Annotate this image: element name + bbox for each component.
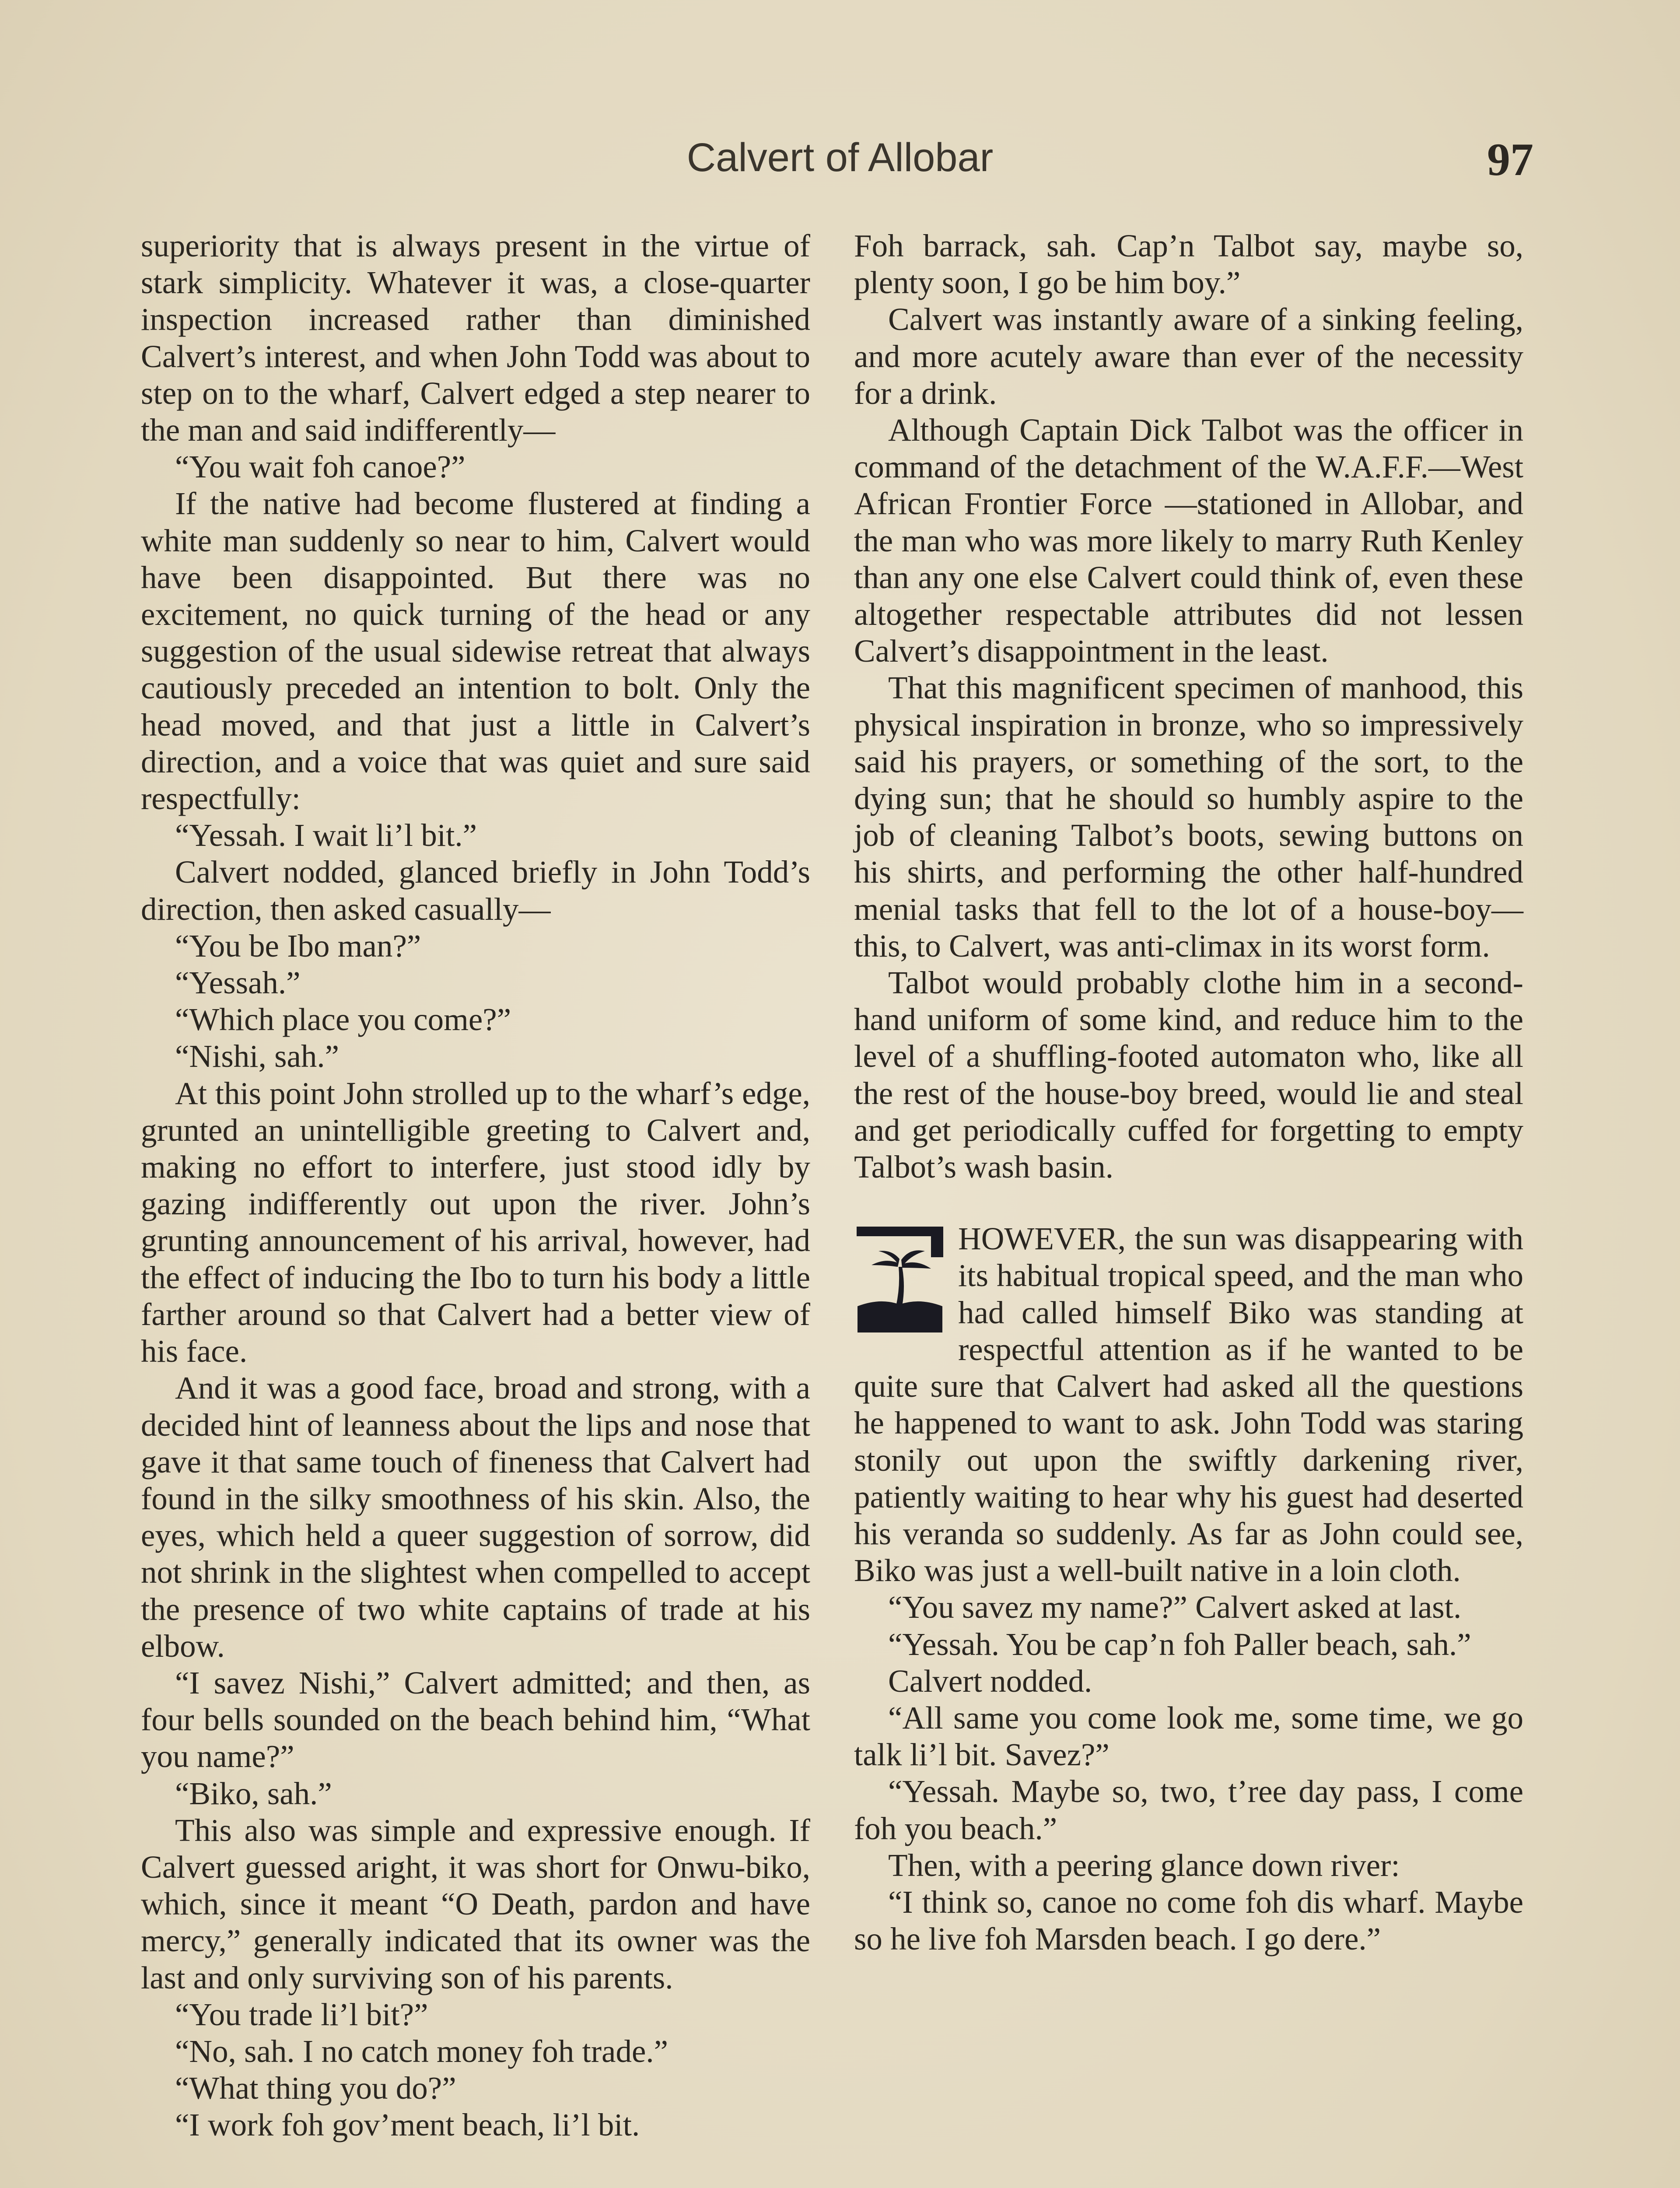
paragraph: “You be Ibo man?” <box>175 928 421 964</box>
paragraph: That this magnificent specimen of manhood, this physical inspiration in bronze, who so impressively said his prayers, or something of the sort, to the dying sun; that he should so humbly aspire to the job of cleaning Talbot’s boots, sewing buttons on his shirts, and performing the other half-hundred menial tasks that fell to the lot of a house-boy—this, to Calvert, was anti-climax in its worst form. <box>854 670 1523 964</box>
paragraph: If the native had become flustered at finding a white man suddenly so near to him, Calvert would have been disappointed. But there was no excitement, no quick turning of the head or any suggestion of the usual sidewise retreat that always cautiously preceded an intention to bolt. Only the head moved, and that just a little in Calvert’s direction, and a voice that was quiet and sure said respectfully: <box>141 486 810 817</box>
paragraph: “You trade li’l bit?” <box>175 1996 428 2032</box>
section-lead-paragraph <box>854 1220 1523 1589</box>
paragraph: “Yessah. I wait li’l bit.” <box>175 817 477 853</box>
left-column <box>141 228 810 2144</box>
running-title: Calvert of Allobar <box>686 135 994 180</box>
paragraph: “Nishi, sah.” <box>175 1038 340 1074</box>
paragraph: “I think so, canoe no come foh dis wharf. Maybe so he live foh Marsden beach. I go dere.” <box>854 1884 1523 1957</box>
paragraph: Then, with a peering glance down river: <box>888 1847 1400 1883</box>
page-number: 97 <box>1487 134 1533 185</box>
paragraph: “Which place you come?” <box>175 1002 511 1038</box>
paragraph: “All same you come look me, some time, we go talk li’l bit. Savez?” <box>854 1700 1523 1773</box>
paragraph: This also was simple and expressive enough. If Calvert guessed aright, it was short for Onwu-biko, which, since it meant “O Death, pardon and have mercy,” generally indicated that its owner was the last and only surviving son of his parents. <box>141 1812 810 1995</box>
paragraph: “You wait foh canoe?” <box>175 449 466 485</box>
paragraph: “Yessah.” <box>175 965 301 1001</box>
paragraph: “I work foh gov’ment beach, li’l bit. <box>175 2107 640 2143</box>
paragraph: “What thing you do?” <box>175 2070 456 2106</box>
right-column <box>854 228 1523 1957</box>
paragraph: Calvert nodded. <box>888 1663 1092 1699</box>
paragraph: At this point John strolled up to the wharf’s edge, grunted an unintelligible greeting to Calvert and, making no effort to interfere, just stood idly by gazing indifferently out upon the river. John’s grunting announcement of his arrival, however, had the effect of inducing the Ibo to turn his body a little farther around so that Calvert had a better view of his face. <box>141 1075 810 1369</box>
paragraph: “No, sah. I no catch money foh trade.” <box>175 2033 668 2069</box>
paragraph: Calvert was instantly aware of a sinking feeling, and more acutely aware than ever of the necessity for a drink. <box>854 302 1523 411</box>
palm-tree-drop-initial-icon <box>854 1225 946 1334</box>
paragraph: “Yessah. You be cap’n foh Paller beach, sah.” <box>888 1626 1471 1662</box>
paragraph: superiority that is always present in the virtue of stark simplicity. Whatever it was, a close-quarter inspection increased rather than diminished Calvert’s interest, and when John Todd was about to step on to the wharf, Calvert edged a step nearer to the man and said indifferently— <box>141 228 810 448</box>
paragraph-text: HOWEVER, the sun was disappearing with its habitual tropical speed, and the man who had called himself Biko was standing at respectful attention as if he wanted to be quite sure that Calvert had asked all the questions he happened to want to ask. John Todd was staring stonily out upon the swiftly darkening river, patiently waiting to hear why his guest had deserted his veranda so suddenly. As far as John could see, Biko was just a well-built native in a loin cloth. <box>854 1221 1523 1588</box>
paragraph: “Yessah. Maybe so, two, t’ree day pass, I come foh you beach.” <box>854 1774 1523 1846</box>
paragraph: Although Captain Dick Talbot was the officer in command of the detachment of the W.A.F.F.—West African Frontier Force —stationed in Allobar, and the man who was more likely to marry Ruth Kenley than any one else Calvert could think of, even these altogether respectable attributes did not lessen Calvert’s disappointment in the least. <box>854 412 1523 669</box>
paragraph: Foh barrack, sah. Cap’n Talbot say, maybe so, plenty soon, I go be him boy.” <box>854 228 1523 301</box>
paragraph: And it was a good face, broad and strong, with a decided hint of leanness about the lips and nose that gave it that same touch of fineness that Calvert had found in the silky smoothness of his skin. Also, the eyes, which held a queer suggestion of sorrow, did not shrink in the slightest when compelled to accept the presence of two white captains of trade at his elbow. <box>141 1370 810 1664</box>
paragraph: “Biko, sah.” <box>175 1775 332 1811</box>
running-head <box>0 123 1680 193</box>
paragraph: “You savez my name?” Calvert asked at last. <box>888 1589 1462 1625</box>
paragraph: Talbot would probably clothe him in a second-hand uniform of some kind, and reduce him to the level of a shuffling-footed automaton who, like all the rest of the house-boy breed, would lie and steal and get periodically cuffed for forgetting to empty Talbot’s wash basin. <box>854 965 1523 1185</box>
paragraph: “I savez Nishi,” Calvert admitted; and then, as four bells sounded on the beach behind him, “What you name?” <box>141 1665 810 1774</box>
paragraph: Calvert nodded, glanced briefly in John Todd’s direction, then asked casually— <box>141 854 810 927</box>
